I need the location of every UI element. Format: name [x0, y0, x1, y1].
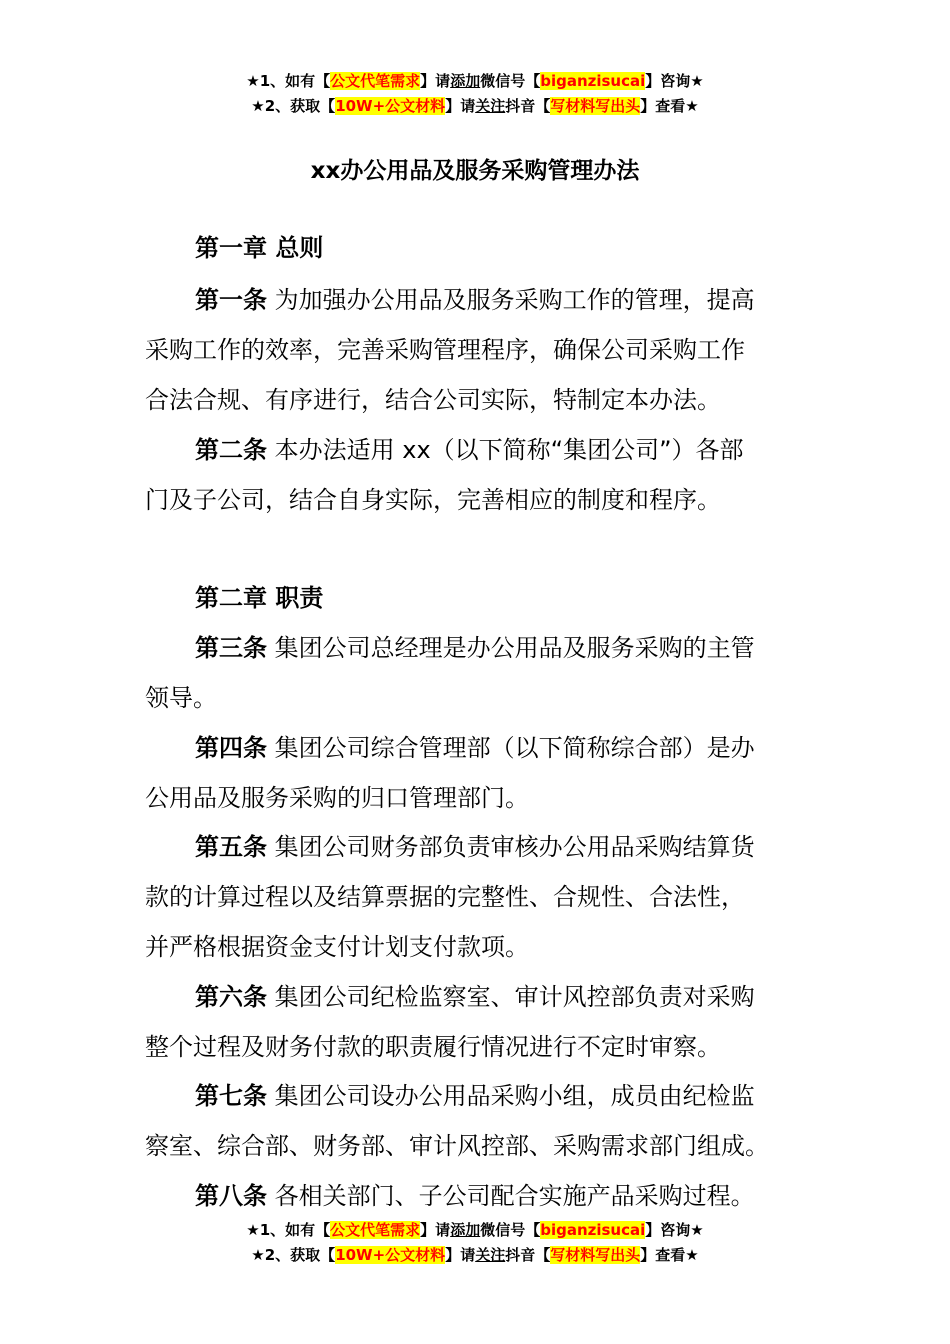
article-3-line-2: 领导。	[145, 684, 217, 712]
chapter-1-heading: 第一章 总则	[195, 234, 324, 262]
article-5-line-2: 款的计算过程以及结算票据的完整性、合规性、合法性，	[145, 883, 745, 911]
article-1-line-1: 第一条 为加强办公用品及服务采购工作的管理，提高	[195, 286, 755, 314]
article-6-label: 第六条	[195, 983, 267, 1011]
highlight-douyin: 写材料写出头	[550, 97, 641, 115]
article-2-label: 第二条	[195, 436, 267, 464]
highlight-service: 公文代笔需求	[330, 1221, 421, 1239]
banner-bottom-line-2: ★2、获取【10W+公文材料】请关注抖音【写材料写出头】查看★	[251, 1246, 699, 1264]
article-7-label: 第七条	[195, 1082, 267, 1110]
article-8-line-1: 第八条 各相关部门、子公司配合实施产品采购过程。	[195, 1182, 755, 1210]
document-title: xx办公用品及服务采购管理办法	[310, 158, 640, 184]
article-4-line-2: 公用品及服务采购的归口管理部门。	[145, 784, 529, 812]
article-8-label: 第八条	[195, 1182, 267, 1210]
highlight-service: 公文代笔需求	[330, 72, 421, 90]
article-4-line-1: 第四条 集团公司综合管理部（以下简称综合部）是办	[195, 734, 755, 762]
highlight-douyin: 写材料写出头	[550, 1246, 641, 1264]
banner-top-line-2: ★2、获取【10W+公文材料】请关注抖音【写材料写出头】查看★	[251, 97, 699, 115]
chapter-2-heading: 第二章 职责	[195, 584, 324, 612]
banner-bottom-line-1: ★1、如有【公文代笔需求】请添加微信号【biganzisucai】咨询★	[246, 1221, 704, 1239]
article-3-line-1: 第三条 集团公司总经理是办公用品及服务采购的主管	[195, 634, 755, 662]
article-2-line-2: 门及子公司，结合自身实际，完善相应的制度和程序。	[145, 486, 721, 514]
article-6-line-2: 整个过程及财务付款的职责履行情况进行不定时审察。	[145, 1033, 721, 1061]
article-5-line-3: 并严格根据资金支付计划支付款项。	[145, 933, 529, 961]
highlight-materials: 10W+公文材料	[335, 1246, 446, 1264]
article-5-label: 第五条	[195, 833, 267, 861]
highlight-wechat-id: biganzisucai	[540, 72, 646, 90]
highlight-materials: 10W+公文材料	[335, 97, 446, 115]
article-1-label: 第一条	[195, 286, 267, 314]
banner-top-line-1: ★1、如有【公文代笔需求】请添加微信号【biganzisucai】咨询★	[246, 72, 704, 90]
article-7-line-2: 察室、综合部、财务部、审计风控部、采购需求部门组成。	[145, 1132, 769, 1160]
article-6-line-1: 第六条 集团公司纪检监察室、审计风控部负责对采购	[195, 983, 755, 1011]
article-4-label: 第四条	[195, 734, 267, 762]
article-1-line-3: 合法合规、有序进行，结合公司实际，特制定本办法。	[145, 386, 721, 414]
article-5-line-1: 第五条 集团公司财务部负责审核办公用品采购结算货	[195, 833, 755, 861]
highlight-wechat-id: biganzisucai	[540, 1221, 646, 1239]
article-3-label: 第三条	[195, 634, 267, 662]
article-7-line-1: 第七条 集团公司设办公用品采购小组，成员由纪检监	[195, 1082, 755, 1110]
article-1-line-2: 采购工作的效率，完善采购管理程序，确保公司采购工作	[145, 336, 745, 364]
article-2-line-1: 第二条 本办法适用 xx（以下简称“集团公司”）各部	[195, 436, 744, 464]
